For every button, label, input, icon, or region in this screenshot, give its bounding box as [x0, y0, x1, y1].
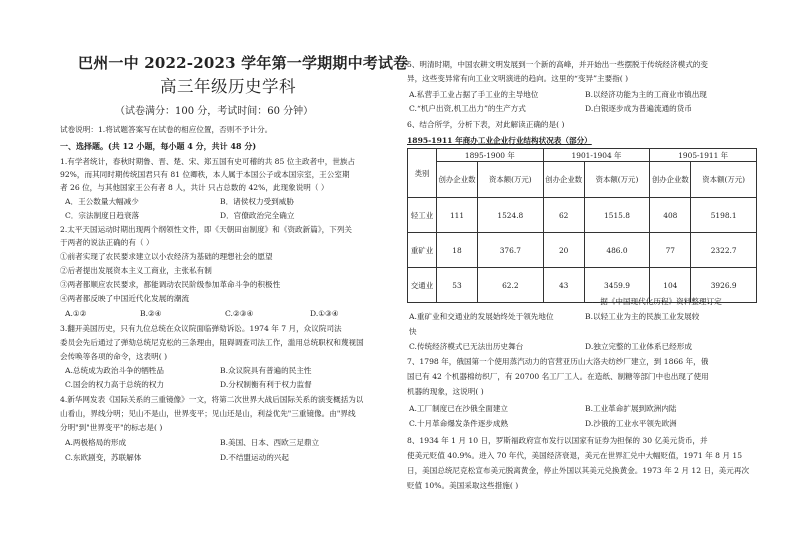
q5-option-d[interactable]: D.白银逐步成为普遍流通的货币: [585, 104, 692, 113]
header-capital: 资本额(万元): [691, 162, 757, 198]
cell: 486.0: [584, 233, 650, 268]
q2-line: 2.太平天国运动时期出现两个纲领性文件，即《天朝田亩制度》和《资政新篇》，下列关: [60, 225, 353, 234]
q2-option-b[interactable]: B.②④: [140, 309, 162, 318]
q6-option-b[interactable]: B.以轻工业为主的民族工业发展较: [585, 312, 700, 321]
cell: 104: [650, 268, 691, 303]
header-capital: 资本额(万元): [478, 162, 544, 198]
q1-line: 者 26 位，与其他国家王公有者 8 人，共计 只占总数的 42%，此现象说明（ ）: [60, 183, 329, 192]
header-period: 1905-1911 年: [650, 149, 757, 162]
row-category: 重矿业: [408, 233, 437, 268]
q6-option-a[interactable]: A.重矿业和交通业的发展始终处于领先地位: [409, 312, 554, 321]
q3-option-b[interactable]: B.众议院具有普遍的民主性: [220, 366, 312, 375]
q2-line: 于两者的说法正确的有（ ）: [60, 238, 154, 247]
q4-option-d[interactable]: D.不结盟运动的兴起: [220, 453, 289, 462]
q4-line: 4.新华网发表《国际关系的三重镜像》一文，将第二次世界大战后国际关系的演变概括为以: [60, 395, 364, 404]
q4-line: 分明"到"世界变平"的标志是( ): [60, 423, 163, 432]
cell: 408: [650, 198, 691, 233]
cell: 376.7: [478, 233, 544, 268]
q2-option-d[interactable]: D.①③④: [310, 309, 339, 318]
industry-table: [407, 148, 757, 303]
header-category: 类别: [408, 149, 437, 198]
q7-option-c[interactable]: C.十月革命爆发条件逐步成熟: [409, 419, 509, 428]
q6-option-b-cont: 快: [409, 327, 417, 336]
q4-option-b[interactable]: B.美国、日本、西欧三足鼎立: [220, 438, 320, 447]
header-count: 创办企业数: [650, 162, 691, 198]
q6-intro: 6、结合所学，分析下表，对此解读正确的是( ): [407, 120, 565, 129]
cell: 53: [437, 268, 478, 303]
cell: 1524.8: [478, 198, 544, 233]
q3-option-c[interactable]: C.国会的权力高于总统的权力: [65, 380, 165, 389]
q7-option-b[interactable]: B.工业革命扩展到欧洲内陆: [585, 404, 677, 413]
q1-option-c[interactable]: C．宗法制度日趋衰落: [65, 211, 140, 220]
cell: 62.2: [478, 268, 544, 303]
header-count: 创办企业数: [437, 162, 478, 198]
cell: 3459.9: [584, 268, 650, 303]
instructions: 试卷说明：1.将试题答案写在试卷的相应位置，否则不予计分。: [60, 125, 273, 134]
q8-line: 8、1934 年 1 月 10 日，罗斯福政府宣布发行以国家有证券为担保的 30 亿美元货币，并: [407, 436, 708, 445]
q4-option-c[interactable]: C.东欧剧变，苏联解体: [65, 453, 142, 462]
cell: 18: [437, 233, 478, 268]
q6-option-d[interactable]: D.独立完整的工业体系已经形成: [585, 342, 692, 351]
q1-option-d[interactable]: D．官僚政治完全确立: [220, 211, 295, 220]
q1-option-b[interactable]: B．诸侯权力受到威胁: [220, 197, 294, 206]
q4-option-a[interactable]: A.两极格局的形成: [65, 438, 127, 447]
q2-option-c[interactable]: C.②③④: [225, 309, 254, 318]
table-source: ——据《中国现代化历程》资料整理订定: [585, 297, 722, 306]
q5-option-b[interactable]: B.以经济功能为主的工商业市镇出现: [585, 90, 707, 99]
q5-line: 5、明清时期，中国农耕文明发展到一个新的高峰，并开始出一些摆脱于传统经济模式的变: [407, 60, 708, 69]
header-period: 1901-1904 年: [543, 149, 650, 162]
q5-line: 异，这些变异常有向工业文明演进的趋向。这里的“变异”主要指( ): [407, 74, 629, 83]
q7-line: 机器的现象，这说明( ): [407, 387, 484, 396]
q5-option-a[interactable]: A.私营手工业占据了手工业的主导地位: [409, 90, 539, 99]
q3-line: 会传唤等各项的命令，这表明( ): [60, 352, 168, 361]
q2-option-a[interactable]: A.①②: [65, 309, 87, 318]
section-heading: 一、选择题。(共 12 小题，每小题 4 分，共计 48 分): [60, 141, 257, 151]
table-row: [408, 198, 757, 233]
q2-item: ①前者实现了农民要求建立以小农经济为基础的理想社会的愿望: [60, 252, 273, 261]
q3-line: 3.翻开美国历史，只有九位总统在众议院面临弹劾诉讼。1974 年 7 月，众议院司法: [60, 324, 342, 333]
cell: 62: [543, 198, 584, 233]
q1-line: 92%，而其同时期传统国君只有 81 位卿秩，本人属于本国公子或本国宗室，王公室期: [60, 170, 350, 179]
cell: 3926.9: [691, 268, 757, 303]
cell: 5198.1: [691, 198, 757, 233]
q7-line: 国已有 42 个机器棉纺织厂，有 20700 名工厂工人。在造纸、制糖等部门中也出现了使用: [407, 372, 709, 381]
q1-line: 1.有学者统计，春秋时期鲁、晋、楚、宋、郑五国有史可稽的共 85 位主政者中，世族占: [60, 157, 356, 166]
q8-line: 日，美国总统尼克松宣布美元脱离黄金，停止外国以其美元兑换黄金。1973 年 2 月 12 日，美元再次: [407, 466, 750, 475]
cell: 77: [650, 233, 691, 268]
q2-item: ②后者提出发展资本主义工商业，主张私有制: [60, 266, 212, 275]
cell: 20: [543, 233, 584, 268]
cell: 1515.8: [584, 198, 650, 233]
exam-info: （试卷满分：100 分，考试时间：60 分钟）: [115, 106, 314, 117]
header-capital: 资本额(万元): [584, 162, 650, 198]
q7-line: 7、1798 年，俄国第一个使用蒸汽动力的官营亚历山大洛夫纺纱厂建立，到 1866 年，俄: [407, 357, 709, 366]
q7-option-d[interactable]: D.沙俄的工业水平领先欧洲: [585, 419, 677, 428]
row-category: 交通业: [408, 268, 437, 303]
exam-title: 巴州一中 2022-2023 学年第一学期期中考试卷: [78, 54, 409, 72]
q8-line: 贬值 10%。美国采取这些措施( ): [407, 481, 519, 490]
q4-line: 山看山，界线分明；见山不是山，世界变平；见山还是山，利益优先"三重镜像。由"界线: [60, 409, 356, 418]
cell: 43: [543, 268, 584, 303]
q3-line: 委员会先后通过了弹劾总统尼克松的三条理由，阻碍调查司法工作，滥用总统职权和蔑视国: [60, 338, 364, 347]
q2-item: ③两者都顺应农民要求，都能调动农民阶级参加革命斗争的积极性: [60, 280, 281, 289]
q6-option-c[interactable]: C.传统经济模式已无法出历史舞台: [409, 342, 524, 351]
q2-item: ④两者都反映了中国近代化发展的潮流: [60, 294, 190, 303]
q3-option-a[interactable]: A.总统成为政治斗争的牺牲品: [65, 366, 165, 375]
table-row: [408, 233, 757, 268]
q1-option-a[interactable]: A．王公数量大幅减少: [65, 197, 139, 206]
cell: 2322.7: [691, 233, 757, 268]
q5-option-c[interactable]: C.“机户出资,机工出力”的生产方式: [409, 104, 526, 113]
table-title: 1895-1911 年商办工业企业行业结构状况表（部分）: [407, 136, 592, 145]
q7-option-a[interactable]: A.工厂制度已在沙俄全面建立: [409, 404, 509, 413]
q3-option-d[interactable]: D.分权制衡有利于权力监督: [220, 380, 312, 389]
cell: 111: [437, 198, 478, 233]
header-count: 创办企业数: [543, 162, 584, 198]
q8-line: 使美元贬值 40.9%。进入 70 年代，美国经济衰退，美元在世界汇兑中大幅贬值，1971 年 8 月 15: [407, 451, 743, 460]
row-category: 轻工业: [408, 198, 437, 233]
exam-subtitle: 高三年级历史学科: [160, 77, 296, 96]
header-period: 1895-1900 年: [437, 149, 544, 162]
